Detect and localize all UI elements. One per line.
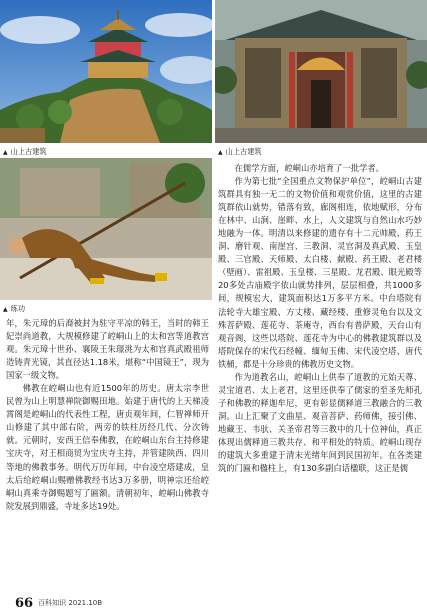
- caption-text: 山上古建筑: [225, 147, 262, 156]
- photo-temple-hill: [0, 0, 212, 143]
- photo-temple-gate: [215, 0, 427, 143]
- photo-caption: [3, 147, 47, 157]
- paragraph: 作为第七批“全国重点文物保护单位”，崆峒山古建筑群具有独一无二的文物价值和观赏价值，这里的古建筑群依山就势，错落有致，廊阁相连，依地赋形，分布在林中、山涧、崖畔、水上，人文建筑与自然山水巧妙地融为一体。明清以来修建的遗存有十二元帅殿、药王洞、磨针观、南崖宫、三教洞、灵官洞及真武殿、玉皇殿、三官殿、天师殿、太白楼、献殿、药王殿、老君楼（壁画）、雷祖殿、玉皇楼、三星殿、龙君殿、眼光殿等20多处古庙殿宇依山就势排列，层层相叠，共1000多间，规模宏大，建筑面积达1万多平方米。中台塔院有法轮寺大雄宝殿、方丈楼、藏经楼、重修灵龟台以及文殊菩萨殿、莲花寺、茶庵寺，西台有普萨殿，天台山有观音阁，这些以塔院、莲花寺为中心的佛教建筑群以及塔院保存的宋代石经幢、缅甸玉佛、宋代凌空塔、唐代铁桶，都是十分珍贵的佛教历史文物。: [218, 176, 422, 369]
- paragraph: 作为道教名山，崆峒山上供奉了道教的元始天尊、灵宝道君、太上老君，这里还供奉了儒家的至圣先师孔子和佛教的释迦牟尼，更有彰显儒释道三教融合的三教洞。山上汇聚了文曲星、观音菩萨、药师佛，接引佛、地藏王、韦驮、关圣帝君等三教中的几十位神仙，真正体现出儒释道三教共存、和平相处的特质。崆峒山现存的建筑大多重建于清末光绪年间到民国初年。在各类建筑的门匾和楹柱上，有130多副白话楹联，这正是儒: [218, 371, 422, 474]
- page-footer: [15, 596, 102, 611]
- photo-kungfu-practice: [0, 158, 212, 300]
- photo-caption: [3, 304, 25, 314]
- triangle-icon: ▲: [218, 149, 223, 156]
- triangle-icon: ▲: [3, 149, 8, 156]
- caption-text: 山上古建筑: [10, 147, 47, 156]
- paragraph: 在儒学方面，崆峒山亦培育了一批学者。: [234, 163, 384, 173]
- caption-text: 练功: [10, 304, 26, 313]
- journal-name: 百科知识 2021.10B: [38, 599, 103, 607]
- article-right-column: [218, 162, 422, 475]
- photo-caption: [218, 147, 262, 157]
- triangle-icon: ▲: [3, 306, 8, 313]
- page-number: 66: [15, 596, 34, 611]
- article-left-column: [6, 317, 209, 513]
- paragraph: 佛教在崆峒山也有近1500年的历史。唐太宗李世民曾为山上明慧禅院御赐田地。始建于唐代的上天梯凌霄阁是崆峒山的代表性工程，唐贞观年间，仁智禅师开山修建了其中部右阶，两旁的铁柱历经几代、分次铸就。元朝时，安西王信奉佛教，在崆峒山东台主持修建宝庆寺，对王相商贸为宝庆寺主持，并管建陕西、四川等地的佛教事务。明代万历年间，中台凌空塔建成，皇太后给崆峒山赐赠佛教经书达3万多册，明神宗还给崆峒山真乘寺御赐题写了匾额。清朝初年，崆峒山佛教寺院发展到鼎盛，寺址多达19处。: [6, 383, 209, 511]
- paragraph: 年，朱元璋的后裔被封为驻守平凉的韩王，当时的韩王妃崇尚道教，大规模修建了崆峒山上的太和宫等道教宫观。朱元璋十世孙、襄陵王朱璟洮为太和宫真武殿祖师造铸青光镜，其直径达1.18米，堪称“中国镜王”，现为国家一级文物。: [6, 318, 209, 381]
